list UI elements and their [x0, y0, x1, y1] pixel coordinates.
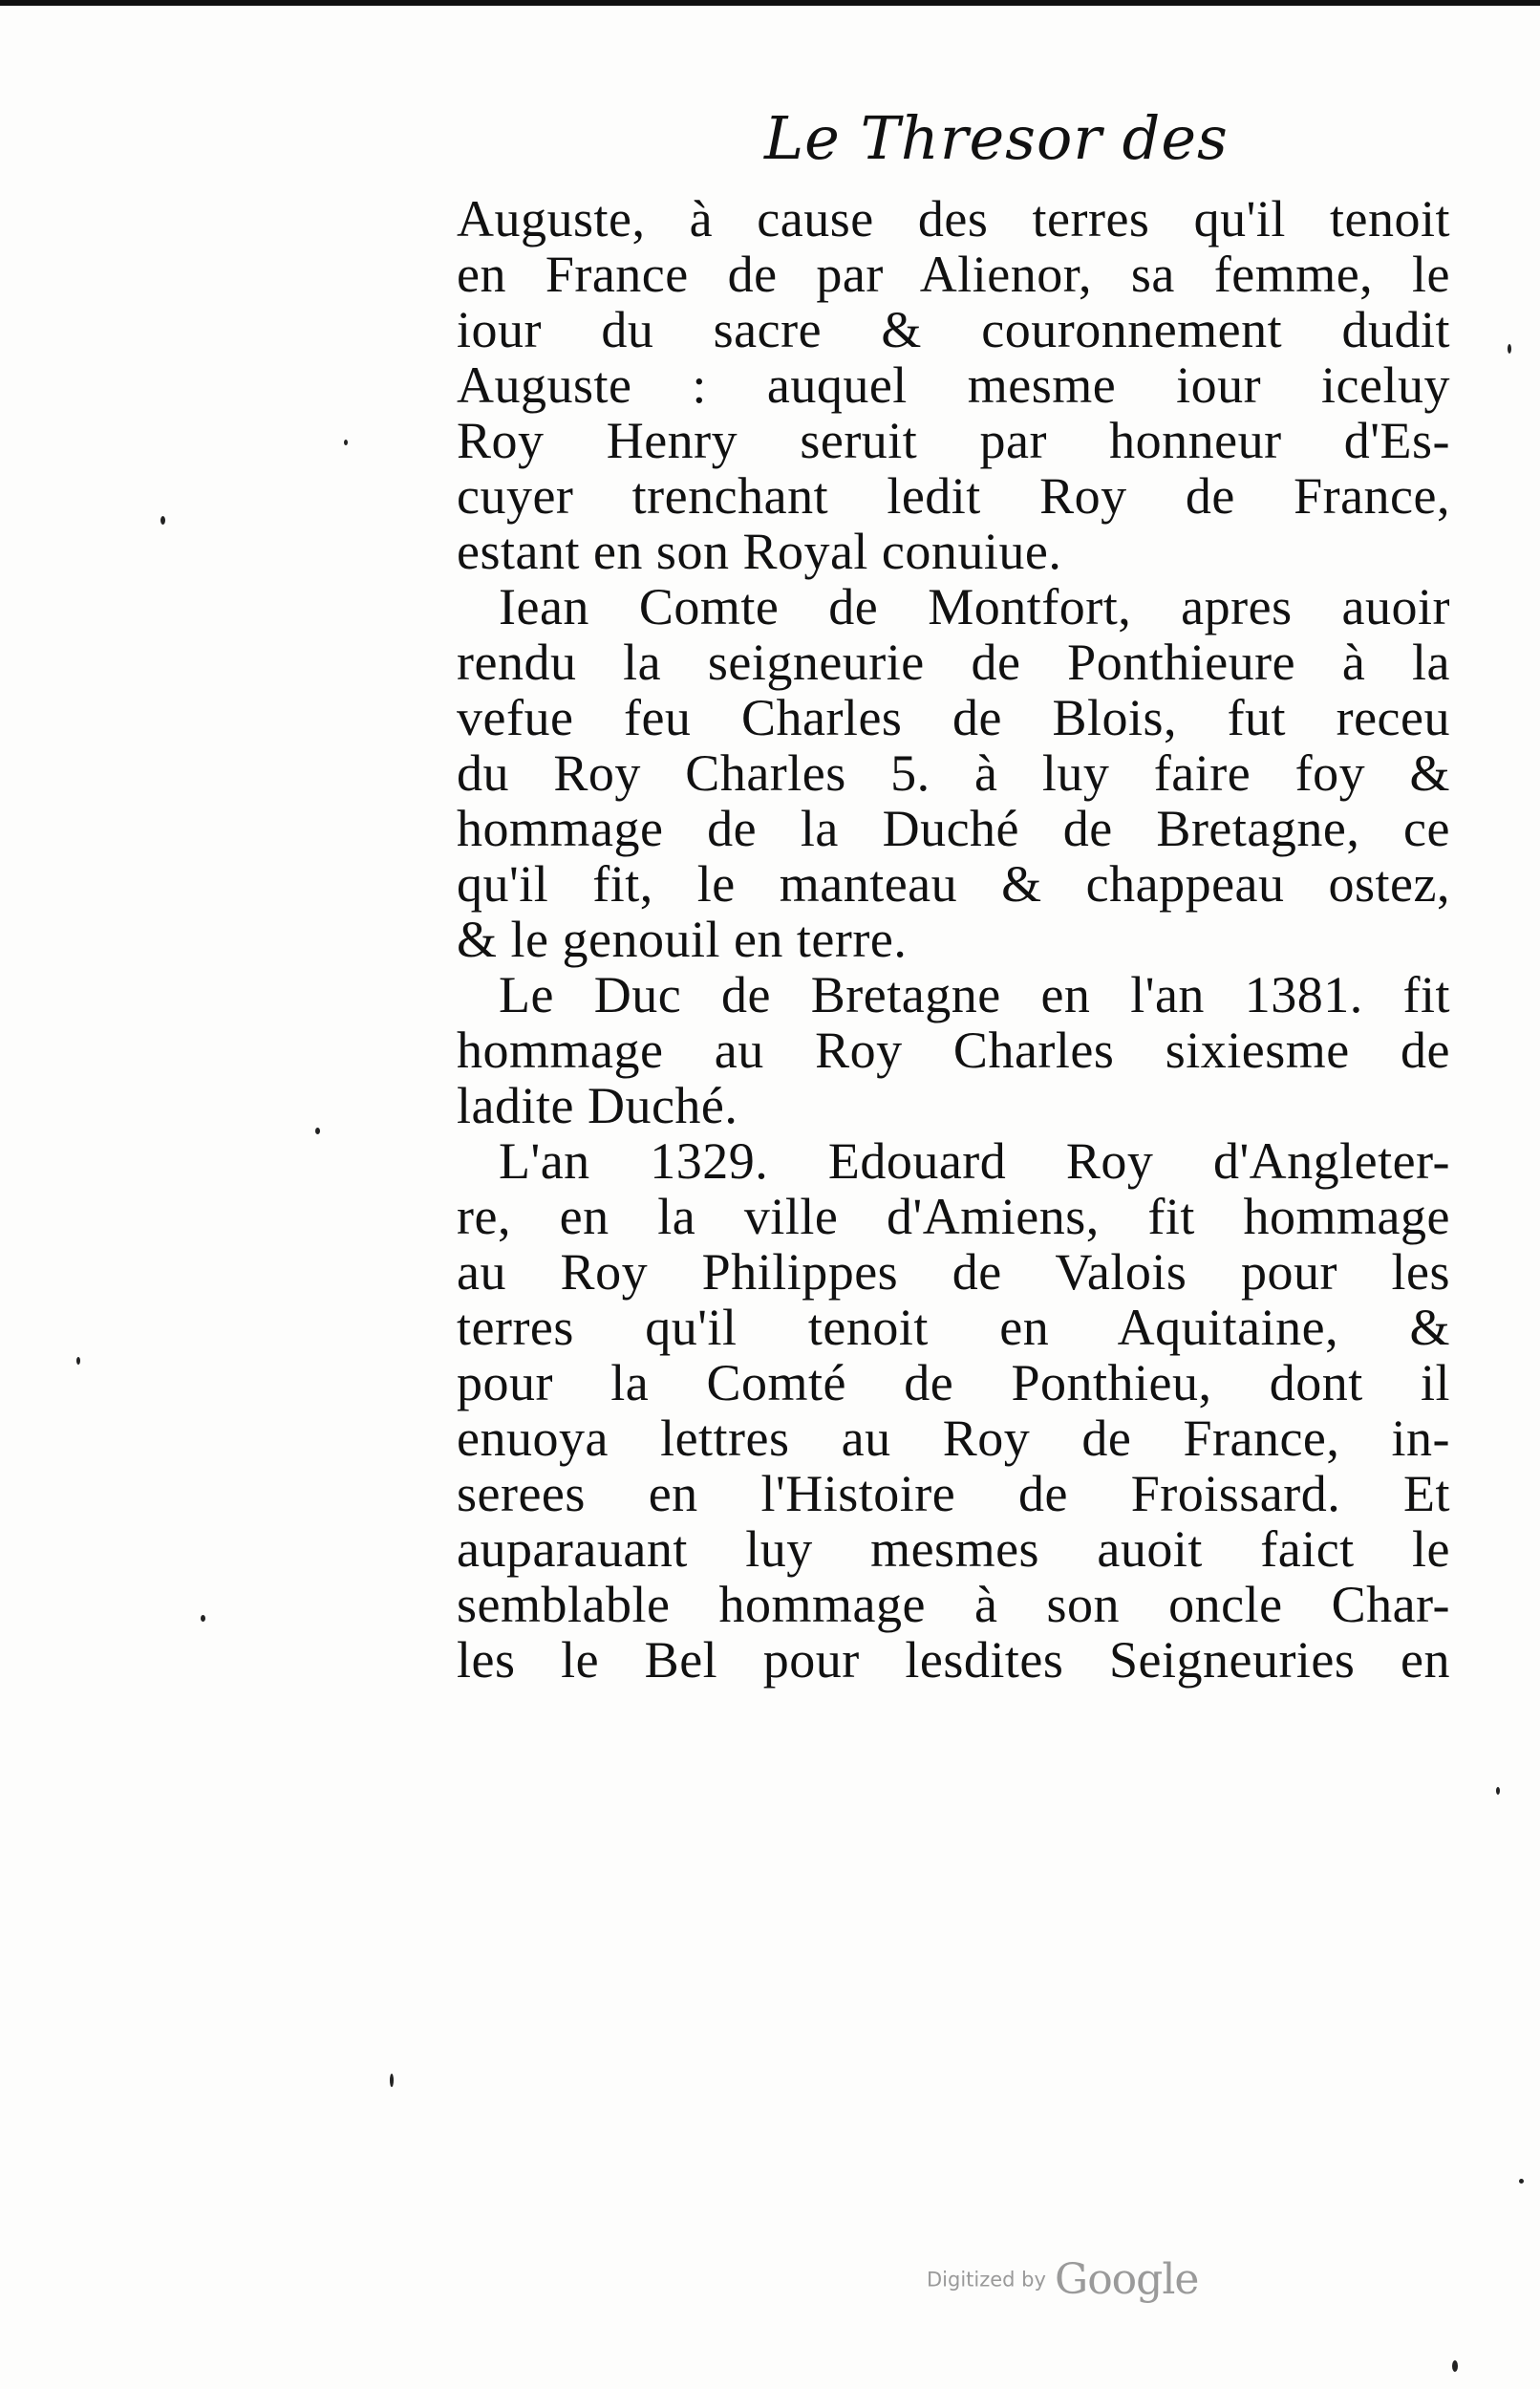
scan-speck [201, 1615, 205, 1622]
text-line: rendu la seigneurie de Ponthieure à la [457, 634, 1450, 691]
text-line: qu'il fit, le manteau & chappeau ostez, [457, 855, 1450, 913]
running-head: Le Thresor des [764, 103, 1229, 173]
page-top-edge [0, 0, 1540, 6]
text-line: du Roy Charles 5. à luy faire foy & [457, 744, 1450, 802]
text-line: semblable hommage à son oncle Char- [457, 1576, 1450, 1633]
text-line: auparauant luy mesmes auoit faict le [457, 1520, 1450, 1578]
text-line: estant en son Royal conuiue. [457, 523, 1062, 580]
text-line: re, en la ville d'Amiens, fit hommage [457, 1188, 1450, 1245]
paragraph-3 [457, 967, 1450, 1133]
scan-speck [160, 516, 165, 525]
text-line: en France de par Alienor, sa femme, le [457, 246, 1450, 303]
text-line: hommage au Roy Charles sixiesme de [457, 1022, 1450, 1079]
text-line: L'an 1329. Edouard Roy d'Angleter- [499, 1132, 1450, 1190]
text-line: Roy Henry seruit par honneur d'Es- [457, 412, 1450, 469]
scan-speck [76, 1357, 80, 1365]
scan-speck [1519, 2179, 1524, 2184]
google-logo: Google [1055, 2255, 1199, 2304]
text-line: terres qu'il tenoit en Aquitaine, & [457, 1299, 1450, 1356]
scan-speck [315, 1128, 320, 1134]
digitized-by-google-watermark [927, 2255, 1198, 2304]
body-text [457, 191, 1450, 1688]
scan-speck [1496, 1787, 1500, 1795]
digitized-by-label: Digitized by [927, 2268, 1046, 2292]
text-line: au Roy Philippes de Valois pour les [457, 1243, 1450, 1301]
text-line: Auguste, à cause des terres qu'il tenoit [457, 190, 1450, 248]
text-line: cuyer trenchant ledit Roy de France, [457, 467, 1450, 525]
text-line: serees en l'Histoire de Froissard. Et [457, 1465, 1450, 1522]
text-line: & le genouil en terre. [457, 911, 908, 968]
scan-speck [1452, 2360, 1458, 2372]
scan-speck [1508, 344, 1511, 354]
text-line: ladite Duché. [457, 1077, 738, 1134]
paragraph-2 [457, 579, 1450, 967]
text-line: Iean Comte de Montfort, apres auoir [499, 578, 1450, 635]
text-line: enuoya lettres au Roy de France, in- [457, 1410, 1450, 1467]
text-line: les le Bel pour lesdites Seigneuries en [457, 1631, 1450, 1689]
scan-speck [344, 440, 348, 445]
text-line: iour du sacre & couronnement dudit [457, 301, 1450, 358]
text-line: Auguste : auquel mesme iour iceluy [457, 356, 1450, 414]
text-line: pour la Comté de Ponthieu, dont il [457, 1354, 1450, 1411]
scan-speck [390, 2074, 394, 2087]
paragraph-1 [457, 191, 1450, 579]
text-line: hommage de la Duché de Bretagne, ce [457, 800, 1450, 857]
text-line: Le Duc de Bretagne en l'an 1381. fit [499, 966, 1450, 1023]
text-line: vefue feu Charles de Blois, fut receu [457, 689, 1450, 746]
paragraph-4 [457, 1133, 1450, 1688]
